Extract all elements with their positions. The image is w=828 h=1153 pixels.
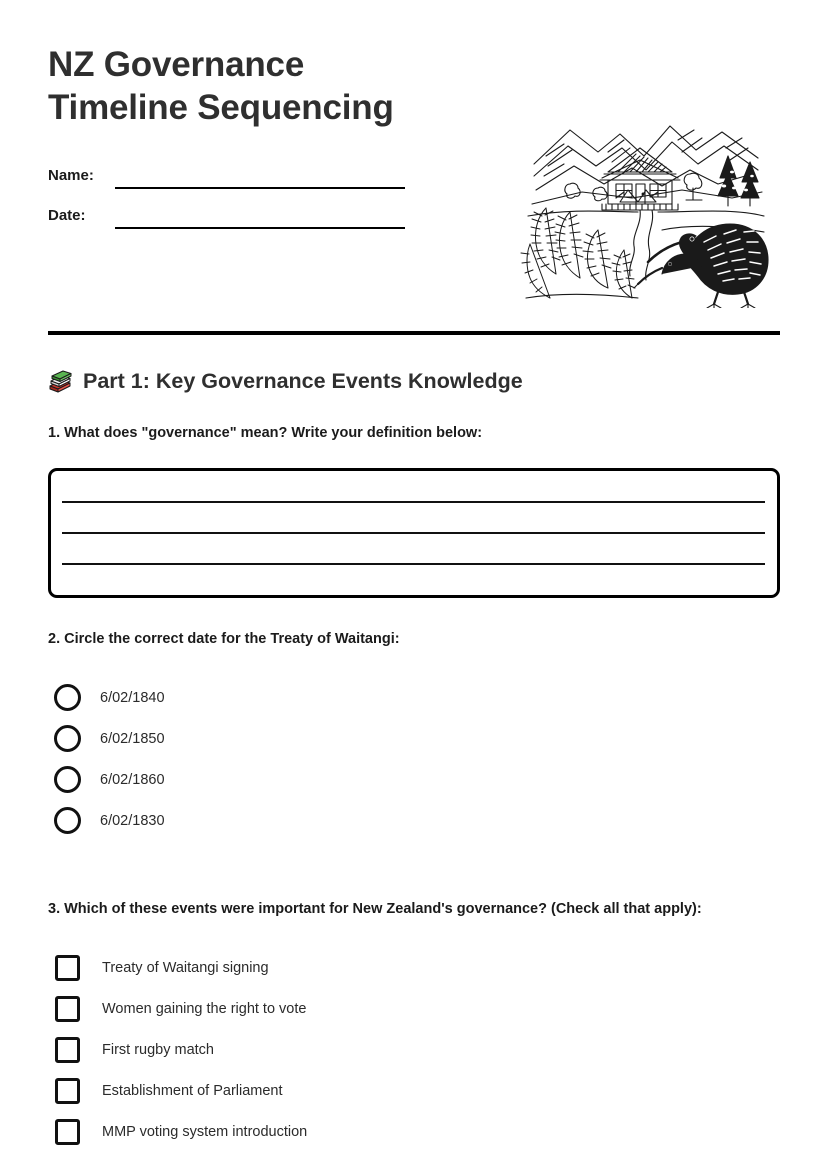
answer-write-line-3[interactable] [62,563,765,565]
question-3-text: 3. Which of these events were important for New Zealand's governance? (Check all that apply): [48,901,702,918]
question-1-answer-box[interactable] [48,468,780,598]
checkbox-option-row[interactable] [48,1071,780,1112]
date-field-row [48,189,468,229]
radio-circle-icon[interactable] [54,684,81,711]
checkbox-square-icon[interactable] [55,996,80,1022]
radio-option-label: 6/02/1860 [100,771,165,788]
answer-write-line-2[interactable] [62,532,765,534]
student-fields [48,149,468,229]
checkbox-option-label: MMP voting system introduction [102,1124,308,1141]
worksheet-body [48,370,780,1153]
checkbox-option-row[interactable] [48,948,780,989]
checkbox-square-icon[interactable] [55,1037,80,1063]
checkbox-option-row[interactable] [48,989,780,1030]
checkbox-option-row[interactable] [48,1030,780,1071]
question-2-block [48,630,780,842]
checkbox-square-icon[interactable] [55,1119,80,1145]
radio-option-label: 6/02/1840 [100,689,165,706]
name-label: Name: [48,167,94,185]
question-1-text: 1. What does "governance" mean? Write your definition below: [48,425,483,441]
radio-circle-icon[interactable] [54,766,81,793]
question-3-block [48,900,780,1153]
radio-circle-icon[interactable] [54,807,81,834]
name-input-line[interactable] [115,187,405,189]
date-label: Date: [48,207,86,225]
books-icon [48,370,73,394]
name-field-row [48,149,468,189]
page-title [48,44,518,129]
checkbox-option-label: Women gaining the right to vote [102,1001,307,1018]
part-1-heading-text: Part 1: Key Governance Events Knowledge [83,369,523,394]
radio-option-label: 6/02/1830 [100,812,165,829]
checkbox-square-icon[interactable] [55,955,80,981]
radio-option-label: 6/02/1850 [100,730,165,747]
radio-option-row[interactable] [48,800,780,841]
question-2-options [48,677,780,841]
header-divider [48,331,780,335]
question-3-options [48,948,780,1153]
page-title-line-2: Timeline Sequencing [48,87,394,127]
radio-circle-icon[interactable] [54,725,81,752]
date-input-line[interactable] [115,227,405,229]
answer-write-line-1[interactable] [62,501,765,503]
checkbox-option-label: Treaty of Waitangi signing [102,960,269,977]
radio-option-row[interactable] [48,759,780,800]
checkbox-option-label: Establishment of Parliament [102,1083,283,1100]
radio-option-row[interactable] [48,677,780,718]
page-title-line-1: NZ Governance [48,45,305,84]
question-2-text: 2. Circle the correct date for the Treaty of Waitangi: [48,630,400,647]
checkbox-option-label: First rugby match [102,1042,214,1059]
checkbox-square-icon[interactable] [55,1078,80,1104]
radio-option-row[interactable] [48,718,780,759]
part-1-heading [48,370,780,394]
nz-landscape-illustration [512,112,780,308]
